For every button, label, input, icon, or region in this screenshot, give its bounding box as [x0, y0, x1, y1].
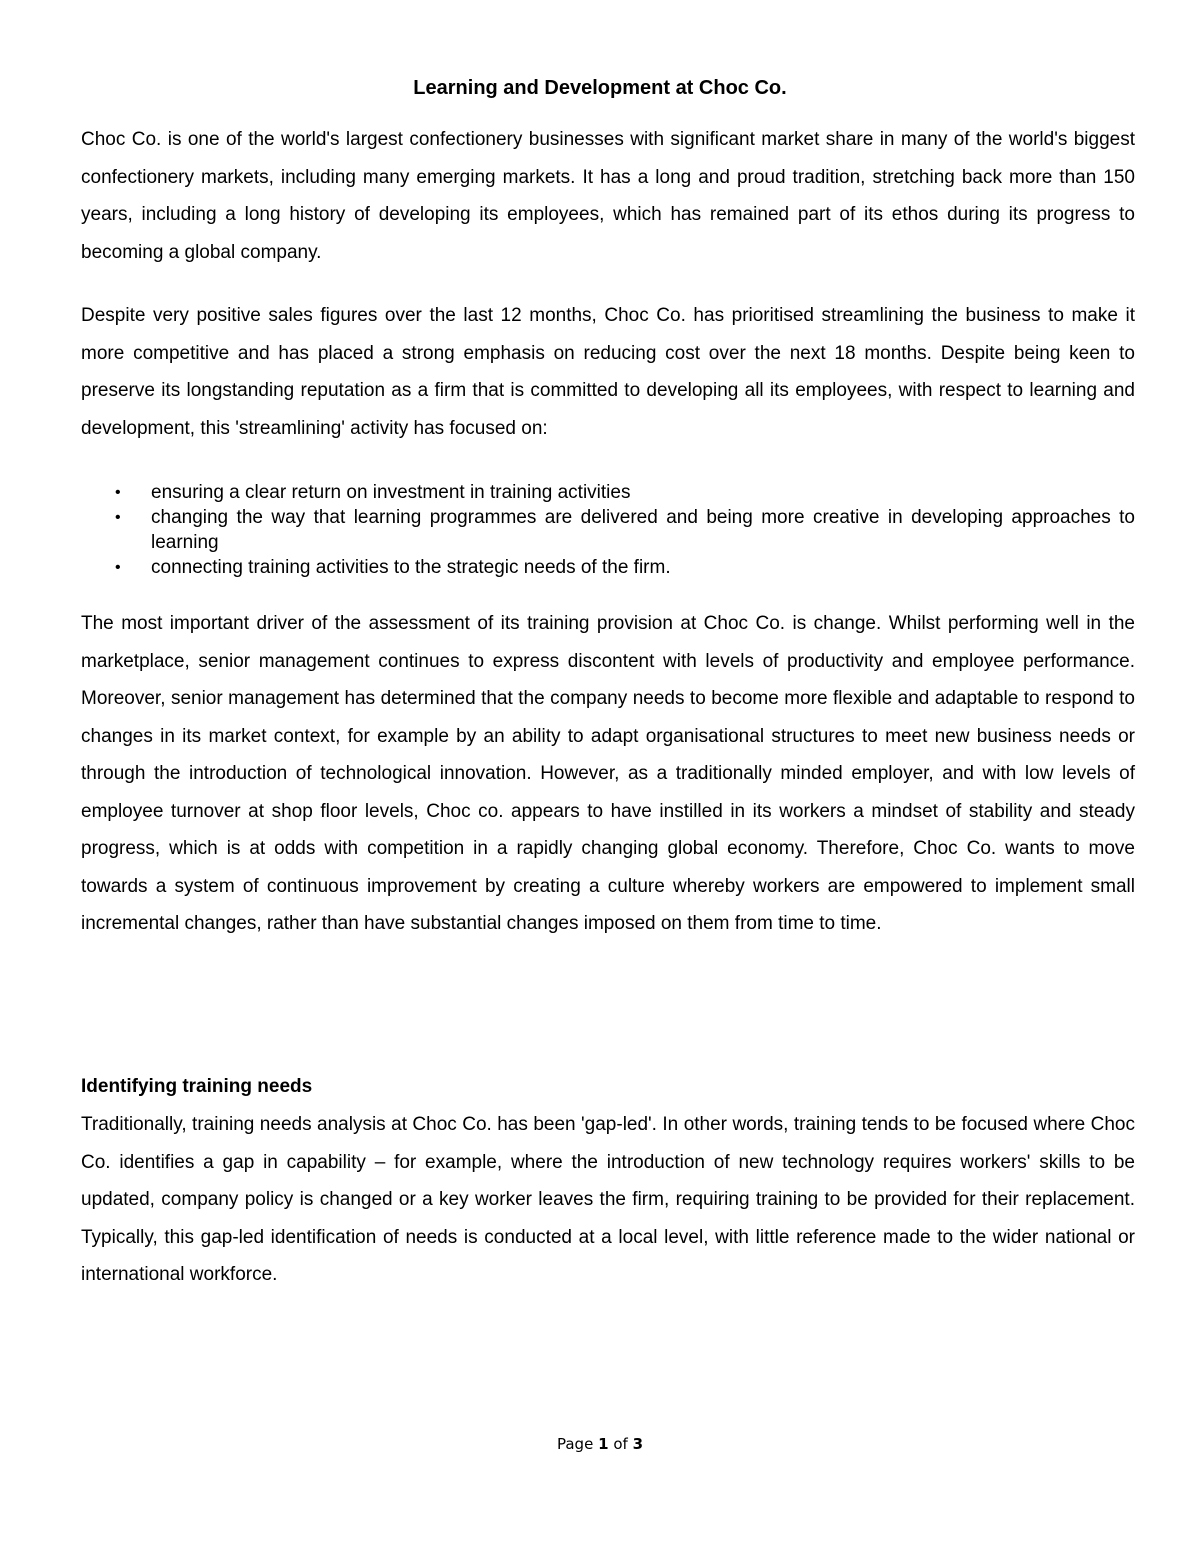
paragraph-training-needs: Traditionally, training needs analysis at Choc Co. has been 'gap-led'. In other words, training tends to be focused where Choc Co. identifies a gap in capability – for example, where the introduction of new technology requires workers' skills to be updated, company policy is changed or a key worker leaves the firm, requiring training to be provided for their replacement. Typically, this gap-led identification of needs is conducted at a local level, with little reference made to the wider national or international workforce.: [81, 1114, 1135, 1285]
paragraph-intro: Choc Co. is one of the world's largest confectionery businesses with significant market share in many of the world's biggest confectionery markets, including many emerging markets. It has a long and proud tradition, stretching back more than 150 years, including a long history of developing its employees, which has remained part of its ethos during its progress to becoming a global company.: [81, 129, 1135, 263]
list-item-text: connecting training activities to the strategic needs of the firm.: [151, 557, 671, 578]
list-item-text: ensuring a clear return on investment in training activities: [151, 482, 631, 503]
document-title: Learning and Development at Choc Co.: [413, 77, 787, 99]
paragraph-streamlining: Despite very positive sales figures over the last 12 months, Choc Co. has prioritised streamlining the business to make it more competitive and has placed a strong emphasis on reducing cost over the next 18 months. Despite being keen to preserve its longstanding reputation as a firm that is committed to developing all its employees, with respect to learning and development, this 'streamlining' activity has focused on:: [81, 305, 1135, 439]
footer-total-pages: 3: [632, 1435, 643, 1453]
list-item: [81, 505, 1135, 555]
paragraph-change-driver: The most important driver of the assessment of its training provision at Choc Co. is change. Whilst performing well in the marketplace, senior management continues to express discontent with levels of productivity and employee performance. Moreover, senior management has determined that the company needs to become more flexible and adaptable to respond to changes in its market context, for example by an ability to adapt organisational structures to meet new business needs or through the introduction of technological innovation. However, as a traditionally minded employer, and with low levels of employee turnover at shop floor levels, Choc co. appears to have instilled in its workers a mindset of stability and steady progress, which is at odds with competition in a rapidly changing global economy. Therefore, Choc Co. wants to move towards a system of continuous improvement by creating a culture whereby workers are empowered to implement small incremental changes, rather than have substantial changes imposed on them from time to time.: [81, 613, 1135, 934]
footer-current-page: 1: [598, 1435, 609, 1453]
bullet-icon: •: [115, 509, 121, 526]
list-item: [81, 480, 1135, 505]
footer-page-word: Page: [556, 1435, 594, 1453]
list-item: [81, 555, 1135, 580]
footer-of-word: of: [613, 1435, 628, 1453]
bullet-icon: •: [115, 484, 121, 501]
bullet-icon: •: [115, 559, 121, 576]
section-heading: Identifying training needs: [81, 1076, 313, 1097]
page-footer: [0, 1433, 1200, 1455]
focus-bullet-list: [81, 480, 1135, 580]
list-item-text: changing the way that learning programmes are delivered and being more creative in developing approaches to learning: [151, 507, 1135, 553]
